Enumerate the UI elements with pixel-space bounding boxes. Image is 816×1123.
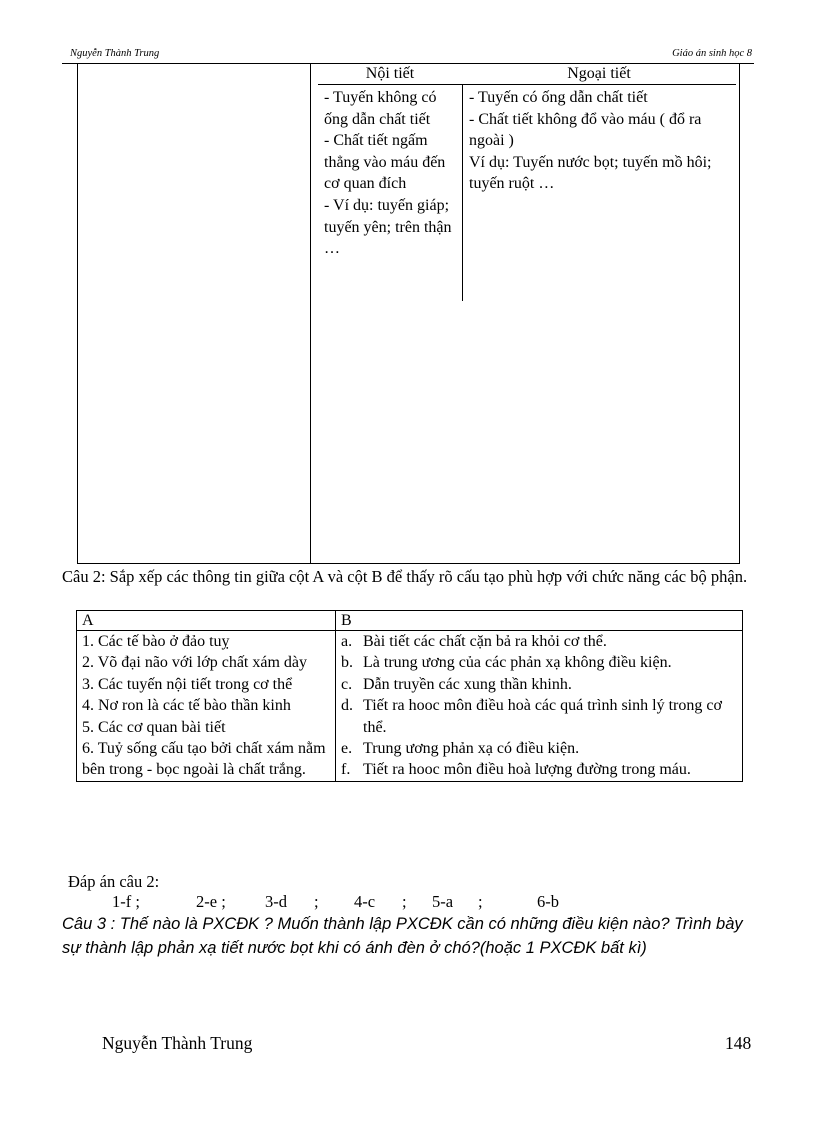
matching-b-text: Tiết ra hooc môn điều hoà lượng đường trong máu.	[363, 761, 691, 779]
comparison-table-header	[318, 63, 736, 85]
comparison-column-divider	[462, 84, 463, 301]
matching-a-item: 2. Võ đại não với lớp chất xám dày	[82, 654, 308, 672]
matching-table	[76, 610, 743, 782]
matching-col-a	[77, 631, 336, 782]
answer-2-title: Đáp án câu 2:	[68, 872, 160, 891]
matching-b-text: Bài tiết các chất cặn bả ra khỏi cơ thể.	[363, 633, 607, 650]
matching-b-marker: a.	[341, 633, 353, 650]
footer-author: Nguyễn Thành Trung	[102, 1033, 253, 1053]
comparison-col1-item: - Tuyến không có ống dẫn chất tiết	[324, 89, 437, 128]
answer-frame-divider	[310, 63, 311, 563]
matching-b-marker: b.	[341, 654, 353, 672]
comparison-col2-item: - Chất tiết không đổ vào máu ( đổ ra ngoài )	[469, 110, 702, 150]
matching-b-marker: d.	[341, 697, 353, 715]
matching-b-marker: c.	[341, 675, 353, 693]
matching-a-item: 3. Các tuyến nội tiết trong cơ thể	[82, 675, 293, 693]
matching-b-item	[341, 759, 742, 780]
matching-b-text: Trung ương phản xạ có điều kiện.	[363, 740, 580, 758]
answer-2-item: 4-c	[354, 892, 376, 911]
matching-b-item	[341, 695, 742, 738]
matching-b-marker: e.	[341, 740, 353, 758]
header-author: Nguyễn Thành Trung	[70, 48, 160, 59]
matching-a-item: 4. Nơ ron là các tế bào thần kinh	[82, 697, 291, 715]
comparison-col2	[469, 87, 737, 195]
matching-b-text: Dẫn truyền các xung thần khinh.	[363, 675, 572, 693]
matching-a-item: 5. Các cơ quan bài tiết	[82, 718, 226, 736]
answer-2-item: 3-d	[265, 892, 287, 911]
matching-b-item	[341, 631, 742, 652]
matching-col-b	[336, 631, 743, 782]
matching-b-item	[341, 674, 742, 695]
answer-2-item: ;	[402, 892, 407, 911]
matching-b-text: Tiết ra hooc môn điều hoà các quá trình sinh lý trong cơ thể.	[363, 697, 722, 736]
comparison-col1-item: - Ví dụ: tuyến giáp; tuyến yên; trên thận …	[324, 196, 452, 258]
answer-2-item: 5-a	[432, 892, 454, 911]
page-number: 148	[725, 1033, 752, 1053]
question-2-text: Câu 2: Sắp xếp các thông tin giữa cột A và cột B để thấy rõ cấu tạo phù hợp với chức năng các bộ phận.	[62, 567, 748, 586]
matching-a-item: 1. Các tế bào ở đảo tuỵ	[82, 633, 230, 650]
matching-header-a: A	[77, 611, 336, 631]
matching-b-item	[341, 652, 742, 673]
answer-2-item: 6-b	[537, 892, 559, 911]
answer-2-item: ;	[478, 892, 483, 911]
matching-b-text: Là trung ương của các phản xạ không điều kiện.	[363, 654, 672, 672]
comparison-col2-item: Ví dụ: Tuyến nước bọt; tuyến mồ hôi; tuyến ruột …	[469, 153, 712, 193]
matching-b-marker: f.	[341, 761, 351, 779]
header-subject: Giáo án sinh học 8	[672, 48, 752, 59]
comparison-col1-title: Nội tiết	[365, 65, 415, 82]
matching-b-item	[341, 738, 742, 759]
comparison-col2-item: - Tuyến có ống dẫn chất tiết	[469, 89, 648, 106]
comparison-col2-title: Ngoại tiết	[567, 65, 631, 82]
answer-2-item: 1-f ;	[112, 892, 140, 911]
question-3-text: Câu 3 : Thế nào là PXCĐK ? Muốn thành lập PXCĐK cần có những điều kiện nào? Trình bày sự thành lập phản xạ tiết nước bọt khi có ánh đèn ở chó?(hoặc 1 PXCĐK bất kì)	[62, 915, 743, 957]
comparison-col1-item: - Chất tiết ngấm thẳng vào máu đến cơ quan đích	[324, 132, 446, 193]
matching-header-b: B	[336, 611, 743, 631]
answer-2-item: 2-e ;	[196, 892, 226, 911]
matching-a-item: 6. Tuỷ sống cấu tạo bởi chất xám nằm bên trong - bọc ngoài là chất trắng.	[82, 740, 326, 779]
comparison-col1	[324, 87, 462, 260]
answer-2-item: ;	[314, 892, 319, 911]
